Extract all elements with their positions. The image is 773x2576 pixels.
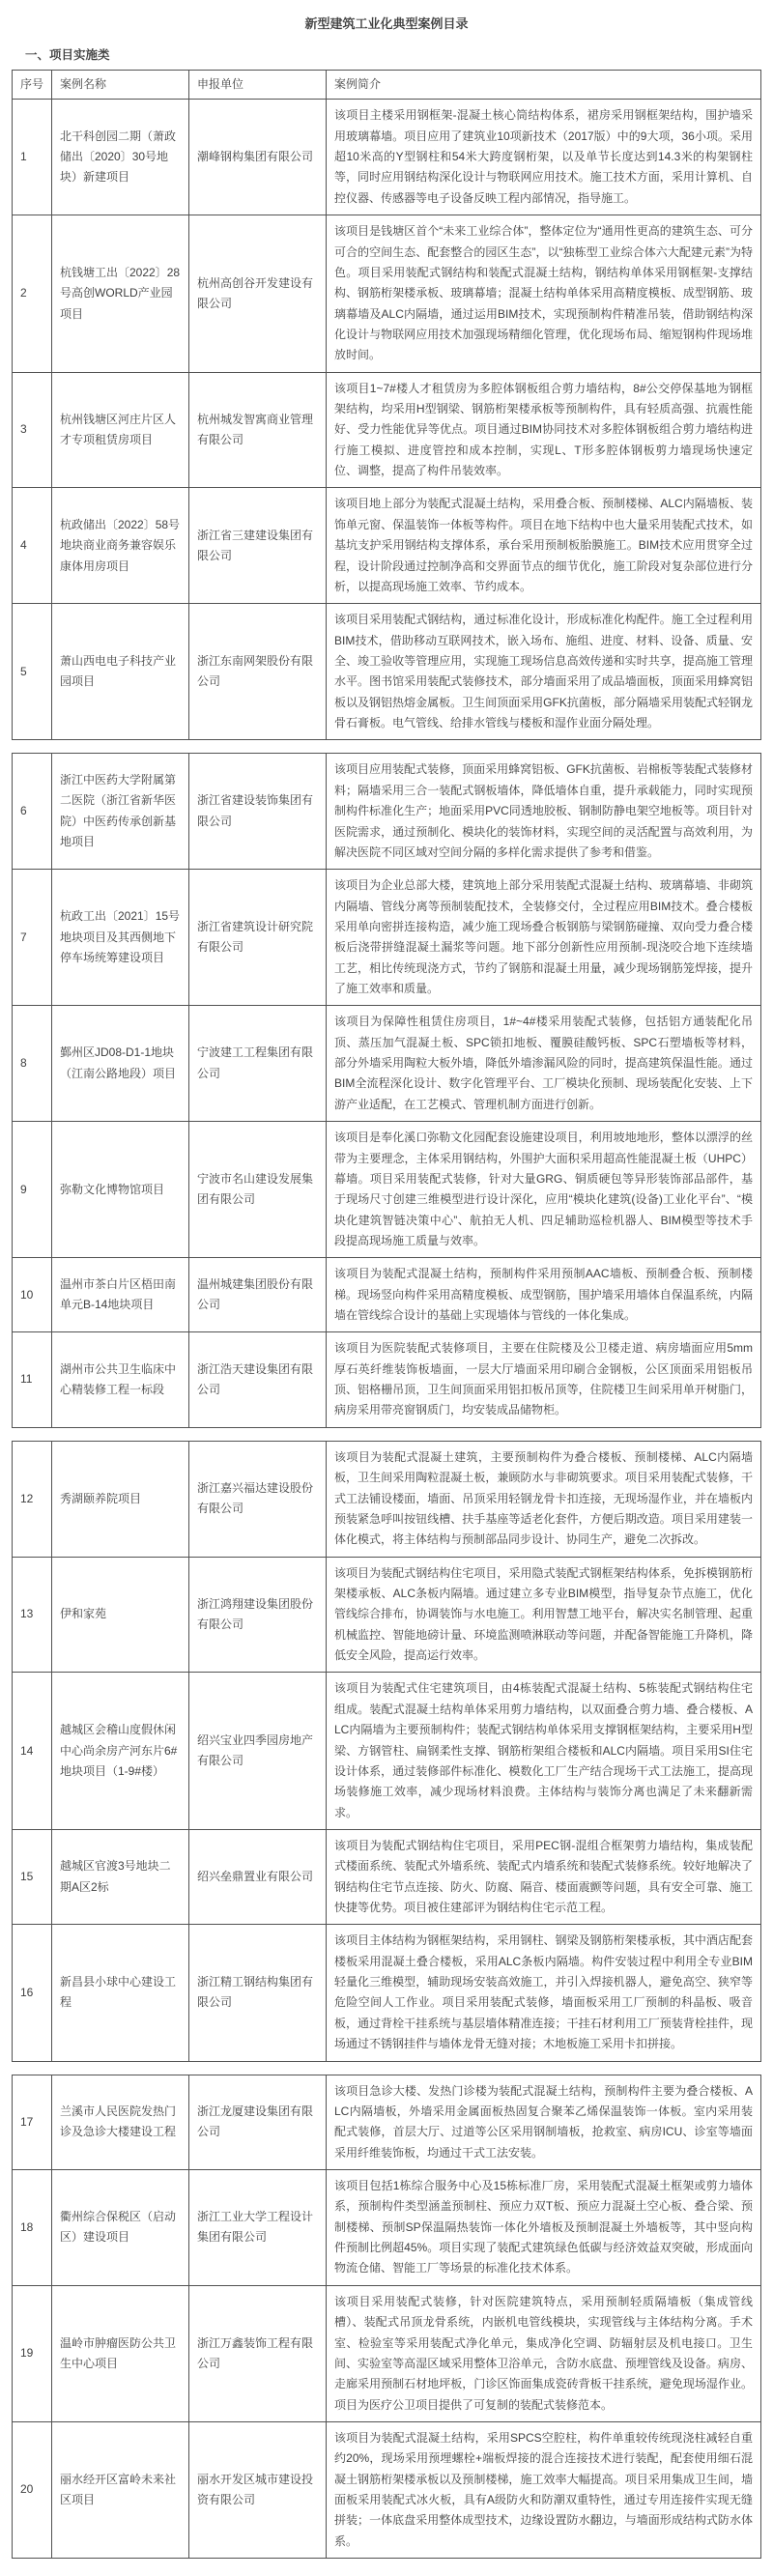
case-5-unit: 浙江东南网架股份有限公司 bbox=[189, 604, 327, 740]
case-17-no: 17 bbox=[13, 2075, 52, 2169]
section-heading: 一、项目实施类 bbox=[25, 48, 110, 62]
case-row-4 bbox=[13, 488, 761, 604]
case-row-2 bbox=[13, 215, 761, 373]
case-3-desc: 该项目1~7#楼人才租赁房为多腔体钢板组合剪力墙结构，8#公交停保基地为钢框架结构，均采用H型钢梁、钢筋桁架楼承板等预制构件，具有轻质高强、抗震性能好、受力性能优异等优点。项目通过BIM协同技术对多腔体钢板组合剪力墙结构进行施工模拟、进度管控和成本控制，实现L、T形多腔体钢板剪力墙现场快速定位、调整，提高了构件吊装效率。 bbox=[327, 372, 761, 488]
case-row-15 bbox=[13, 1829, 761, 1924]
column-header-no: 序号 bbox=[13, 71, 52, 100]
case-9-unit: 宁波市名山建设发展集团有限公司 bbox=[189, 1122, 327, 1258]
case-table-section-4 bbox=[12, 2075, 761, 2560]
case-16-unit: 浙江精工钢结构集团有限公司 bbox=[189, 1925, 327, 2061]
case-18-no: 18 bbox=[13, 2169, 52, 2285]
case-5-no: 5 bbox=[13, 604, 52, 740]
case-4-unit: 浙江省三建建设集团有限公司 bbox=[189, 488, 327, 604]
case-1-desc: 该项目主楼采用钢框架-混凝土核心筒结构体系，裙房采用钢框架结构，围护墙采用玻璃幕墙。项目应用了建筑业10项新技术（2017版）中的9大项，36小项。采用超10米高的Y型钢柱和54米大跨度钢桁架，以及单节长度达到14.3米的构架钢柱等，同时应用钢结构深化设计与物联网应用技术。施工技术方面，采用计算机、自控仪器、传感器等电子设备反映工程内部情况，指导施工。 bbox=[327, 100, 761, 215]
case-15-unit: 绍兴垒鼎置业有限公司 bbox=[189, 1829, 327, 1924]
case-9-desc: 该项目是奉化溪口弥勒文化园配套设施建设项目，利用坡地地形，整体以漂浮的丝带为主要理念，主体采用钢结构，外围护大面积采用超高性能混凝土板（UHPC）幕墙。项目采用装配式装修，针对大量GRG、铜质硬包等异形装饰部品部件，基于现场尺寸创建三维模型进行设计深化，应用“模块化建筑(设备)工业化平台”、“模块化建筑智链决策中心”、航拍无人机、四足辅助巡检机器人、BIM模型等技术手段提高现场施工质量与效率。 bbox=[327, 1122, 761, 1258]
case-row-10 bbox=[13, 1258, 761, 1332]
case-2-name: 杭钱塘工出〔2022〕28号高创WORLD产业园项目 bbox=[52, 215, 189, 373]
case-18-unit: 浙江工业大学工程设计集团有限公司 bbox=[189, 2169, 327, 2285]
case-row-17 bbox=[13, 2075, 761, 2169]
case-14-desc: 该项目为装配式住宅建筑项目，由4栋装配式混凝土结构、5栋装配式钢结构住宅组成。装配式混凝土结构单体采用剪力墙结构，以双面叠合剪力墙、叠合楼板、ALC内隔墙为主要预制构件；装配式钢结构单体采用支撑钢框架结构，主要采用H型梁、方钢管柱、扁钢柔性支撑、钢筋桁架组合楼板和ALC内隔墙。项目采用SI住宅设计体系，通过装修部件标准化、模数化工厂生产结合现场干式工法施工，提高现场装修施工效率，减少现场材料浪费。主体结构与装饰分离也满足了未来翻新需求。 bbox=[327, 1673, 761, 1830]
case-8-no: 8 bbox=[13, 1006, 52, 1122]
case-7-unit: 浙江省建筑设计研究院有限公司 bbox=[189, 870, 327, 1006]
document-title: 新型建筑工业化典型案例目录 bbox=[304, 16, 469, 31]
column-header-unit: 申报单位 bbox=[189, 71, 327, 100]
case-13-name: 伊和家苑 bbox=[52, 1557, 189, 1673]
case-19-desc: 该项目采用装配式装修，针对医院建筑特点，采用预制轻质隔墙板（集成管线槽）、装配式吊顶龙骨系统，内嵌机电管线模块，实现管线与主体结构分离。手术室、检验室等采用装配式净化单元，集成净化空调、防辐射层及机电接口。卫生间、实验室等高湿区域采用整体卫浴单元，含防水底盘、预埋管线及设备。病房、走廊采用预制石材地坪板，门诊区饰面集成瓷砖背板干挂系统，避免现场湿作业。项目为医疗公卫项目提供了可复制的装配式装修范本。 bbox=[327, 2285, 761, 2421]
case-2-unit: 杭州高创谷开发建设有限公司 bbox=[189, 215, 327, 373]
table-header-row bbox=[13, 71, 761, 100]
case-6-desc: 该项目应用装配式装修，顶面采用蜂窝铝板、GFK抗菌板、岩棉板等装配式装修材料；隔墙采用三合一装配式钢板墙体，降低墙体自重，提升承载能力，同时实现预制构件标准化生产；地面采用PVC同透地胶板、钢制防静电架空地板等。项目针对医院需求，通过预制化、模块化的装饰材料，实现空间的灵活配置与高效利用，为解决医院不同区域对空间分隔的多样化需求提供了参考和借鉴。 bbox=[327, 754, 761, 870]
case-row-19 bbox=[13, 2285, 761, 2421]
case-table-section-1 bbox=[12, 70, 761, 740]
case-8-desc: 该项目为保障性租赁住房项目，1#~4#楼采用装配式装修，包括铝方通装配化吊顶、蒸压加气混凝土板、SPC锁扣地板、覆膜硅酸钙板、SPC石塑墙板等材料，部分外墙采用陶粒大板外墙，降低外墙渗漏风险的同时，提高建筑保温性能。通过BIM全流程深化设计、数字化管理平台、工厂模块化预制、现场装配化安装、上下游产业适配，在工艺模式、管理机制方面进行创新。 bbox=[327, 1006, 761, 1122]
case-9-name: 弥勒文化博物馆项目 bbox=[52, 1122, 189, 1258]
case-16-desc: 该项目主体结构为钢框架结构，采用钢柱、钢梁及钢筋桁架楼承板，其中酒店配套楼板采用混凝土叠合楼板，采用ALC条板内隔墙。构件安装过程中利用全专业BIM轻量化三维模型，辅助现场安装高效施工，并引入焊接机器人，避免高空、狭窄等危险空间人工作业。项目采用装配式装修，墙面板采用工厂预制的科晶板、吸音板，通过背栓干挂系统与基层墙体精准连接；干挂石材利用工厂预装背栓挂件，现场通过不锈钢挂件与墙体龙骨无缝对接；木地板施工采用卡扣拼接。 bbox=[327, 1925, 761, 2061]
case-1-no: 1 bbox=[13, 100, 52, 215]
case-17-name: 兰溪市人民医院发热门诊及急诊大楼建设工程 bbox=[52, 2075, 189, 2169]
case-7-name: 杭政工出〔2021〕15号地块项目及其西侧地下停车场统筹建设项目 bbox=[52, 870, 189, 1006]
case-10-desc: 该项目为装配式混凝土结构，预制构件采用预制AAC墙板、预制叠合板、预制楼梯。现场竖向构件采用高精度模板、成型钢筋，围护墙采用墙体自保温系统，内隔墙在管线综合设计的基础上实现墙体与管线的一体化集成。 bbox=[327, 1258, 761, 1332]
column-header-name: 案例名称 bbox=[52, 71, 189, 100]
case-15-name: 越城区官渡3号地块二期A区2标 bbox=[52, 1829, 189, 1924]
case-11-unit: 浙江浩天建设集团有限公司 bbox=[189, 1332, 327, 1427]
case-table-sections bbox=[12, 70, 761, 2559]
case-table-section-2 bbox=[12, 753, 761, 1427]
case-2-desc: 该项目是钱塘区首个“未来工业综合体”，整体定位为“通用性更高的建筑生态、可分可合的空间生态、配套整合的园区生态”，以“独栋型工业综合体六大配建元素”为特色。项目采用装配式钢结构和装配式混凝土结构，钢结构单体采用钢框架-支撑结构、钢筋桁架楼承板、玻璃幕墙；混凝土结构单体采用高精度模板、成型钢筋、玻璃幕墙及ALC内隔墙，通过运用BIM技术，实现预制构件精准吊装，借助钢结构深化设计与物联网应用技术加强现场精细化管理，优化现场布局、缩短钢构件现场堆放时间。 bbox=[327, 215, 761, 373]
case-20-no: 20 bbox=[13, 2421, 52, 2558]
case-row-11 bbox=[13, 1332, 761, 1427]
case-12-no: 12 bbox=[13, 1441, 52, 1557]
case-8-name: 鄞州区JD08-D1-1地块（江南公路地段）项目 bbox=[52, 1006, 189, 1122]
case-3-unit: 杭州城发智寓商业管理有限公司 bbox=[189, 372, 327, 488]
case-10-no: 10 bbox=[13, 1258, 52, 1332]
case-row-14 bbox=[13, 1673, 761, 1830]
case-8-unit: 宁波建工工程集团有限公司 bbox=[189, 1006, 327, 1122]
case-13-desc: 该项目为装配式钢结构住宅项目，采用隐式装配式钢框架结构体系，免拆模钢筋桁架楼承板、ALC条板内隔墙。通过建立多专业BIM模型，指导复杂节点施工，优化管线综合排布，协调装饰与水电施工。利用智慧工地平台，解决实名制管理、起重机械监控、智能地磅计量、环境监测喷淋联动等问题，并配备智能施工升降机，降低安全风险，提高运行效率。 bbox=[327, 1557, 761, 1673]
case-1-name: 北干科创园二期（萧政储出〔2020〕30号地块）新建项目 bbox=[52, 100, 189, 215]
case-9-no: 9 bbox=[13, 1122, 52, 1258]
case-15-desc: 该项目为装配式钢结构住宅项目，采用PEC钢-混组合框架剪力墙结构，集成装配式楼面系统、装配式外墙系统、装配式内墙系统和装配式装修系统。较好地解决了钢结构住宅节点连接、防火、防腐、隔音、楼面震颤等问题，具有安全可靠、施工快捷等优势。项目被住建部评为钢结构住宅示范工程。 bbox=[327, 1829, 761, 1924]
case-20-desc: 该项目为装配式混凝土结构，采用SPCS空腔柱，构件单重较传统现浇柱减轻自重约20%，现场采用预埋螺栓+端板焊接的混合连接技术进行装配，配套使用细石混凝土钢筋桁架楼承板以及预制楼梯，施工效率大幅提高。项目采用集成卫生间，墙面板采用装配式冰火板，具有A级防火和防潮双重特性，通过专用连接件实现无缝拼装；一体底盘采用整体成型技术，边缘设置防水翻边，与墙面形成结构式防水体系。 bbox=[327, 2421, 761, 2558]
case-4-name: 杭政储出〔2022〕58号地块商业商务兼容娱乐康体用房项目 bbox=[52, 488, 189, 604]
case-table-section-3 bbox=[12, 1441, 761, 2062]
case-row-16 bbox=[13, 1925, 761, 2061]
case-3-no: 3 bbox=[13, 372, 52, 488]
case-6-unit: 浙江省建设装饰集团有限公司 bbox=[189, 754, 327, 870]
case-13-no: 13 bbox=[13, 1557, 52, 1673]
case-14-unit: 绍兴宝业四季园房地产有限公司 bbox=[189, 1673, 327, 1830]
case-row-8 bbox=[13, 1006, 761, 1122]
case-row-3 bbox=[13, 372, 761, 488]
case-6-name: 浙江中医药大学附属第二医院（浙江省新华医院）中医药传承创新基地项目 bbox=[52, 754, 189, 870]
column-header-desc: 案例简介 bbox=[327, 71, 761, 100]
case-4-desc: 该项目地上部分为装配式混凝土结构，采用叠合板、预制楼梯、ALC内隔墙板、装饰单元窗、保温装饰一体板等构件。项目在地下结构中也大量采用装配式技术，如基坑支护采用钢结构支撑体系，承台采用预制板胎膜施工。BIM技术应用贯穿全过程，设计阶段通过控制净高和交界面节点的细节优化，施工阶段对复杂部位进行分析，以提高现场施工效率、节约成本。 bbox=[327, 488, 761, 604]
case-16-name: 新昌县小球中心建设工程 bbox=[52, 1925, 189, 2061]
case-20-unit: 丽水开发区城市建设投资有限公司 bbox=[189, 2421, 327, 2558]
case-row-18 bbox=[13, 2169, 761, 2285]
case-13-unit: 浙江鸿翔建设集团股份有限公司 bbox=[189, 1557, 327, 1673]
case-18-name: 衢州综合保税区（启动区）建设项目 bbox=[52, 2169, 189, 2285]
case-3-name: 杭州钱塘区河庄片区人才专项租赁房项目 bbox=[52, 372, 189, 488]
case-11-desc: 该项目为医院装配式装修项目，主要在住院楼及公卫楼走道、病房墙面应用5mm厚石英纤维装饰板墙面，一层大厅墙面采用印刷合金钢板，公区顶面采用铝板吊顶、铝格栅吊顶，卫生间顶面采用铝扣板吊顶等，住院楼卫生间采用单开树脂门，病房采用带亮窗钢质门，均安装成品储物柜。 bbox=[327, 1332, 761, 1427]
case-5-desc: 该项目采用装配式钢结构，通过标准化设计，形成标准化构配件。施工全过程利用BIM技术，借助移动互联网技术，嵌入场布、施组、进度、材料、设备、质量、安全、竣工验收等管理应用，实现施工现场信息高效传递和实时共享，提高施工管理水平。图书馆采用装配式装修技术，部分墙面采用了成品墙面板，顶面采用蜂窝铝板以及钢铝热熔金属板。卫生间顶面采用GFK抗菌板，部分隔墙采用装配式轻钢龙骨石膏板。电气管线、给排水管线与楼板和湿作业面分隔处理。 bbox=[327, 604, 761, 740]
case-11-name: 湖州市公共卫生临床中心精装修工程一标段 bbox=[52, 1332, 189, 1427]
case-row-12 bbox=[13, 1441, 761, 1557]
case-19-unit: 浙江万鑫装饰工程有限公司 bbox=[189, 2285, 327, 2421]
case-17-desc: 该项目急诊大楼、发热门诊楼为装配式混凝土结构，预制构件主要为叠合楼板、ALC内隔墙板，外墙采用金属面板热固复合聚苯乙烯保温装饰一体板。室内采用装配式装修，首层大厅、过道等公区采用钢制墙板，抢救室、病房ICU、诊室等墙面采用纤维装饰板，均通过干式工法安装。 bbox=[327, 2075, 761, 2169]
case-11-no: 11 bbox=[13, 1332, 52, 1427]
case-5-name: 萧山西电电子科技产业园项目 bbox=[52, 604, 189, 740]
case-14-name: 越城区会稽山度假休闲中心尚余房产河东片6#地块项目（1-9#楼） bbox=[52, 1673, 189, 1830]
case-19-name: 温岭市肿瘤医防公共卫生中心项目 bbox=[52, 2285, 189, 2421]
case-16-no: 16 bbox=[13, 1925, 52, 2061]
case-10-name: 温州市茶白片区梧田南单元B-14地块项目 bbox=[52, 1258, 189, 1332]
case-row-1 bbox=[13, 100, 761, 215]
case-17-unit: 浙江龙厦建设集团有限公司 bbox=[189, 2075, 327, 2169]
case-14-no: 14 bbox=[13, 1673, 52, 1830]
case-6-no: 6 bbox=[13, 754, 52, 870]
case-row-5 bbox=[13, 604, 761, 740]
case-12-unit: 浙江嘉兴福达建设股份有限公司 bbox=[189, 1441, 327, 1557]
case-18-desc: 该项目包括1栋综合服务中心及15栋标准厂房，采用装配式混凝土框架或剪力墙体系，预制构件类型涵盖预制柱、预应力双T板、预应力混凝土空心板、叠合梁、预制楼梯、预制SP保温隔热装饰一体化外墙板及预制混凝土外墙板等，其中竖向构件预制比例超45%。项目实现了装配式建筑绿色低碳与经济效益双突破，形成面向物流仓储、智能工厂等场景的标准化技术体系。 bbox=[327, 2169, 761, 2285]
case-row-7 bbox=[13, 870, 761, 1006]
case-7-no: 7 bbox=[13, 870, 52, 1006]
case-row-9 bbox=[13, 1122, 761, 1258]
case-19-no: 19 bbox=[13, 2285, 52, 2421]
case-7-desc: 该项目为企业总部大楼，建筑地上部分采用装配式混凝土结构、玻璃幕墙、非砌筑内隔墙、管线分离等预制装配技术，全装修交付，全过程应用BIM技术。叠合楼板采用单向密拼连接构造，减少施工现场叠合板钢筋与梁钢筋碰撞、双向受力叠合楼板后浇带拼缝混凝土漏浆等问题。地下部分创新性应用预制-现浇咬合地下连续墙工艺，相比传统现浇方式，节约了钢筋和混凝土用量，减少现场钢筋笼焊接，提升了施工效率和质量。 bbox=[327, 870, 761, 1006]
case-row-13 bbox=[13, 1557, 761, 1673]
case-row-6 bbox=[13, 754, 761, 870]
case-row-20 bbox=[13, 2421, 761, 2558]
case-10-unit: 温州城建集团股份有限公司 bbox=[189, 1258, 327, 1332]
case-12-desc: 该项目为装配式混凝土建筑，主要预制构件为叠合楼板、预制楼梯、ALC内隔墙板，卫生间采用陶粒混凝土板，兼顾防水与非砌筑要求。项目采用装配式装修，干式工法铺设楼面，墙面、吊顶采用轻钢龙骨卡扣连接，无现场湿作业，并在墙板内预装紧急呼叫按钮线槽、扶手基座等适老化套件，方便后期改造。项目采用建装一体化模式，将主体结构与预制部品同步设计、协同生产，避免二次拆改。 bbox=[327, 1441, 761, 1557]
case-20-name: 丽水经开区富岭未来社区项目 bbox=[52, 2421, 189, 2558]
case-12-name: 秀湖颐养院项目 bbox=[52, 1441, 189, 1557]
case-1-unit: 潮峰钢构集团有限公司 bbox=[189, 100, 327, 215]
case-4-no: 4 bbox=[13, 488, 52, 604]
case-15-no: 15 bbox=[13, 1829, 52, 1924]
case-2-no: 2 bbox=[13, 215, 52, 373]
